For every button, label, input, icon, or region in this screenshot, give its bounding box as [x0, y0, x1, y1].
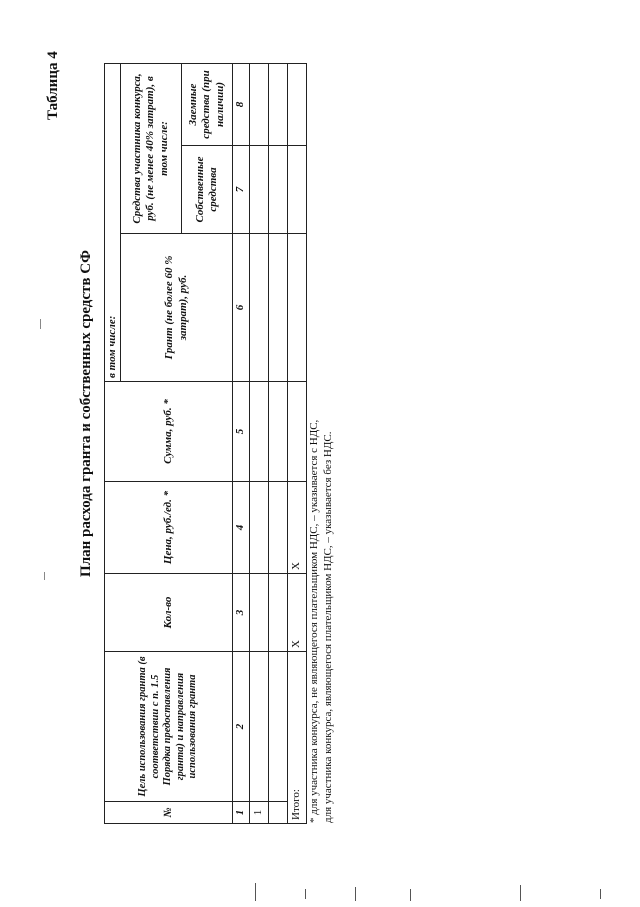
table-row [269, 64, 288, 824]
header-sum: Сумма, руб. * [105, 382, 233, 482]
header-participant-funds: Средства участника конкурса, руб. (не менее 40% затрат), в том числе: [121, 64, 182, 234]
header-own-funds: Собственные средства [182, 146, 233, 234]
row-borrowed [269, 64, 288, 146]
total-qty-mark: X [288, 574, 307, 652]
column-number: 3 [233, 574, 250, 652]
row-qty [269, 574, 288, 652]
column-number: 8 [233, 64, 250, 146]
scan-mark [355, 887, 356, 901]
column-number: 2 [233, 652, 250, 802]
header-grant: Грант (не более 60 % затрат), руб. [121, 234, 233, 382]
row-borrowed [250, 64, 269, 146]
scan-mark [600, 889, 601, 899]
total-own [288, 146, 307, 234]
header-qty: Кол-во [105, 574, 233, 652]
total-label: Итого: [288, 652, 307, 824]
row-price [269, 482, 288, 574]
column-number: 5 [233, 382, 250, 482]
row-num [269, 802, 288, 824]
total-row [288, 64, 307, 824]
row-own [269, 146, 288, 234]
scan-mark [255, 883, 256, 901]
column-number: 4 [233, 482, 250, 574]
column-number: 6 [233, 234, 250, 382]
column-number: 7 [233, 146, 250, 234]
row-sum [269, 382, 288, 482]
row-sum [250, 382, 269, 482]
row-grant [250, 234, 269, 382]
header-price: Цена, руб./ед. * [105, 482, 233, 574]
header-num: № [105, 802, 233, 824]
total-borrowed [288, 64, 307, 146]
total-sum [288, 382, 307, 482]
scan-mark [305, 889, 306, 899]
table-number-label: Таблица 4 [45, 51, 61, 120]
footnote-line-2: для участника конкурса, являющегося плательщиком НДС, – указывается без НДС. [322, 431, 334, 823]
document-title: План расхода гранта и собственных средств СФ [78, 250, 94, 577]
row-own [250, 146, 269, 234]
scan-mark [410, 889, 411, 901]
row-purpose [269, 652, 288, 802]
table-row [250, 64, 269, 824]
row-qty [250, 574, 269, 652]
header-row-1 [105, 64, 121, 824]
row-grant [269, 234, 288, 382]
total-price-mark: X [288, 482, 307, 574]
header-borrowed-funds: Заемные средства (при наличии) [182, 64, 233, 146]
row-price [250, 482, 269, 574]
row-purpose [250, 652, 269, 802]
scan-mark [40, 319, 41, 329]
row-num: 1 [250, 802, 269, 824]
total-grant [288, 234, 307, 382]
column-number: 1 [233, 802, 250, 824]
scan-mark [520, 885, 521, 901]
column-number-row [233, 64, 250, 824]
scan-mark [44, 572, 45, 580]
header-purpose: Цель использования гранта (в соответствии с п. 1.5 Порядка предоставления гранта) и направления использования гранта [105, 652, 233, 802]
footnote-line-1: * для участника конкурса, не являющегося плательщиком НДС, – указывается с НДС, [308, 419, 320, 823]
grant-expense-plan-table [104, 63, 307, 824]
header-including: в том числе: [105, 64, 121, 382]
